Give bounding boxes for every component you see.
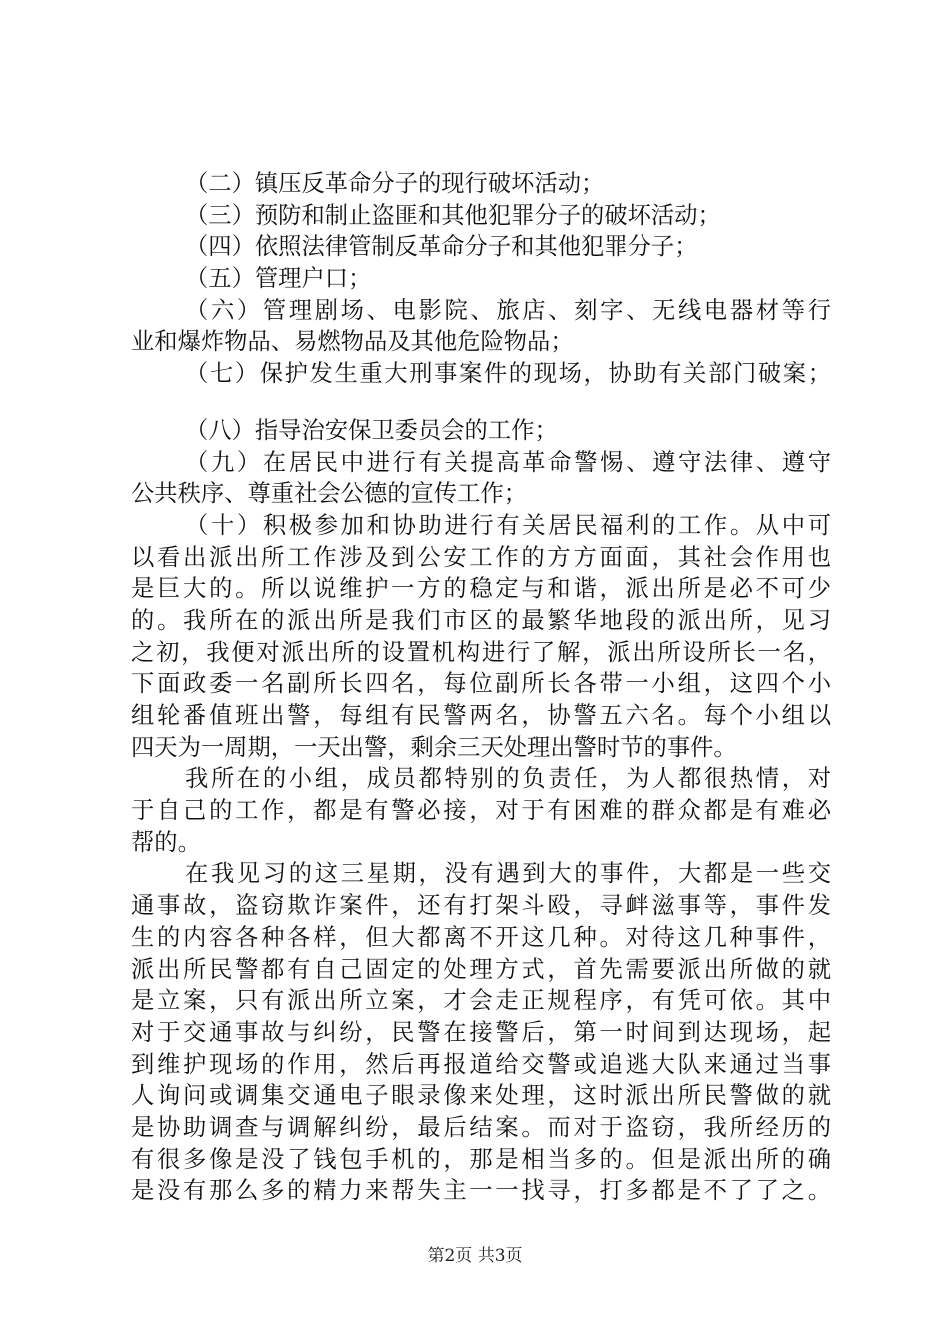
text-line: 是没有那么多的精力来帮失主一一找寻，打多都是不了了之。 xyxy=(131,1177,831,1205)
text-line: 在我见习的这三星期，没有遇到大的事件，大都是一些交 xyxy=(185,860,831,888)
text-line: 我所在的小组，成员都特别的负责任，为人都很热情，对 xyxy=(185,765,831,793)
text-line: 帮的。 xyxy=(131,828,201,856)
text-line: 之初，我便对派出所的设置机构进行了解，派出所设所长一名， xyxy=(131,638,831,666)
text-line: 到维护现场的作用，然后再报道给交警或追逃大队来通过当事 xyxy=(131,1050,831,1078)
text-line: 派出所民警都有自己固定的处理方式，首先需要派出所做的就 xyxy=(131,955,831,983)
text-line: 业和爆炸物品、易燃物品及其他危险物品； xyxy=(131,328,574,356)
text-line: 人询问或调集交通电子眼录像来处理，这时派出所民警做的就 xyxy=(131,1082,831,1110)
text-line: 四天为一周期，一天出警，剩余三天处理出警时节的事件。 xyxy=(131,733,737,761)
text-line: 生的内容各种各样，但大都离不开这几种。对待这几种事件， xyxy=(131,923,831,951)
document-body xyxy=(131,168,831,1207)
paragraph-gap xyxy=(131,390,831,415)
text-line: 是协助调查与调解纠纷，最后结案。而对于盗窃，我所经历的 xyxy=(131,1113,831,1141)
text-line: （九）在居民中进行有关提高革命警惕、遵守法律、遵守 xyxy=(185,448,831,476)
text-line: （二）镇压反革命分子的现行破坏活动； xyxy=(185,170,605,197)
text-line: （三）预防和制止盗匪和其他犯罪分子的破坏活动； xyxy=(185,201,721,229)
text-line: （七）保护发生重大刑事案件的现场，协助有关部门破案； xyxy=(185,360,831,388)
text-line: （五）管理户口； xyxy=(185,265,372,293)
text-line: （十）积极参加和协助进行有关居民福利的工作。从中可 xyxy=(185,511,831,539)
text-line: 有很多像是没了钱包手机的，那是相当多的。但是派出所的确 xyxy=(131,1145,831,1173)
text-line: 下面政委一名副所长四名，每位副所长各带一小组，这四个小 xyxy=(131,670,831,698)
text-line: 组轮番值班出警，每组有民警两名，协警五六名。每个小组以 xyxy=(131,702,831,729)
text-line: 是立案，只有派出所立案，才会走正规程序，有凭可依。其中 xyxy=(131,987,831,1015)
text-line: 通事故，盗窃欺诈案件，还有打架斗殴，寻衅滋事等，事件发 xyxy=(131,892,831,920)
text-line: 的。我所在的派出所是我们市区的最繁华地段的派出所，见习 xyxy=(131,606,831,634)
text-line: （四）依照法律管制反革命分子和其他犯罪分子； xyxy=(185,233,698,261)
text-line: 公共秩序、尊重社会公德的宣传工作； xyxy=(131,480,528,508)
text-line: （八）指导治安保卫委员会的工作； xyxy=(185,416,558,444)
text-line: 于自己的工作，都是有警必接，对于有困难的群众都是有难必 xyxy=(131,797,831,825)
text-line: 是巨大的。所以说维护一方的稳定与和谐，派出所是必不可少 xyxy=(131,575,831,603)
text-line: （六）管理剧场、电影院、旅店、刻字、无线电器材等行 xyxy=(185,296,831,324)
text-line: 对于交通事故与纠纷，民警在接警后，第一时间到达现场，起 xyxy=(131,1018,831,1046)
page-number: 第2页 共3页 xyxy=(427,1246,523,1266)
text-line: 以看出派出所工作涉及到公安工作的方方面面，其社会作用也 xyxy=(131,543,831,571)
